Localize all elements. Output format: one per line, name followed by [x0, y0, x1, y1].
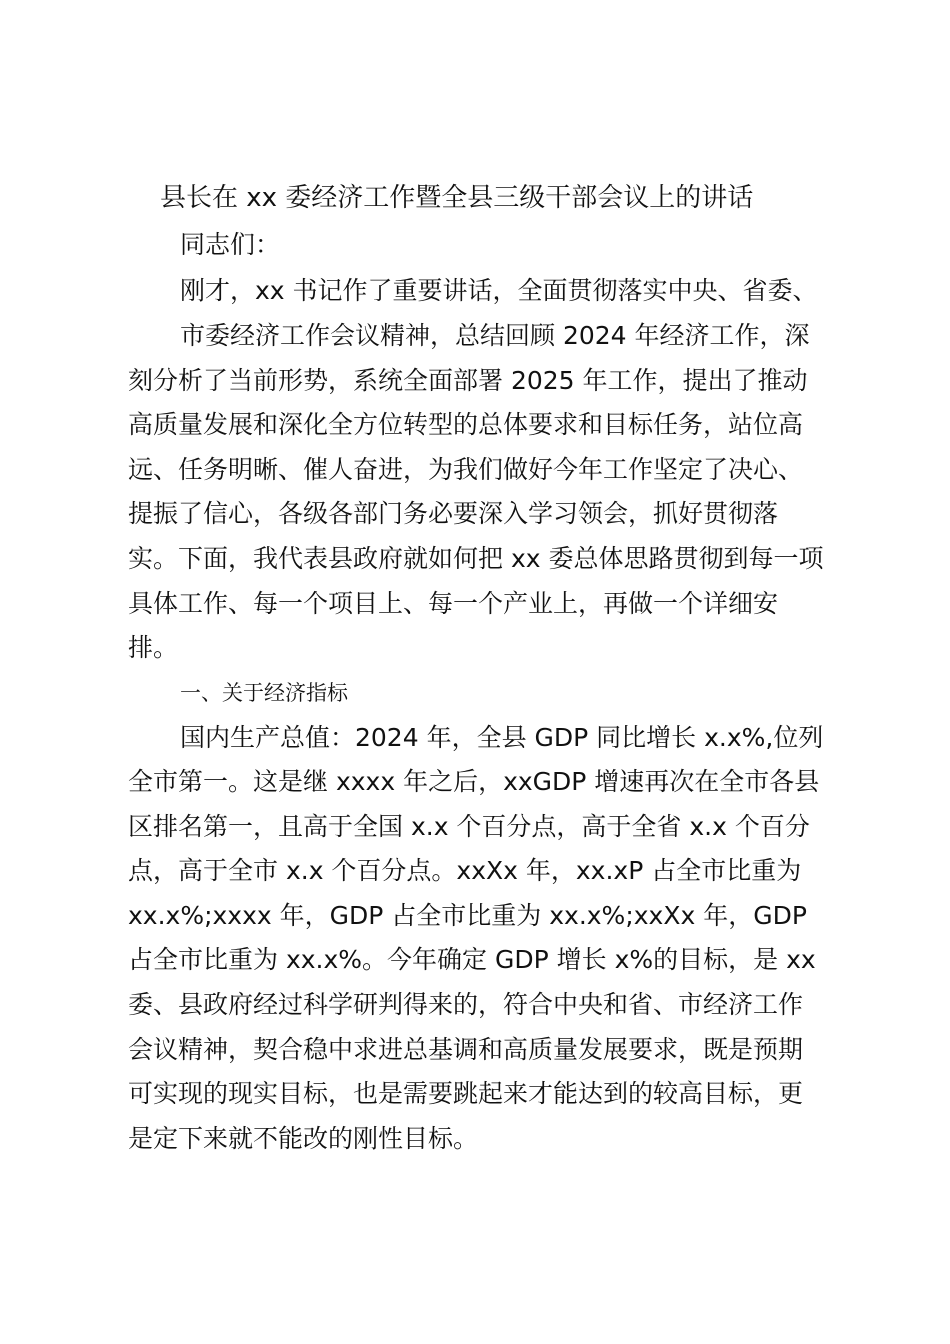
paragraph-line: 可实现的现实目标，也是需要跳起来才能达到的较高目标，更 — [128, 1079, 804, 1108]
paragraph-line: 提振了信心，各级各部门务必要深入学习领会，抓好贯彻落 — [128, 499, 779, 528]
paragraph-line: 远、任务明晰、催人奋进，为我们做好今年工作坚定了决心、 — [128, 455, 804, 484]
paragraph-line: xx.x%;xxxx 年，GDP 占全市比重为 xx.x%;xxXx 年，GDP — [128, 901, 807, 930]
paragraph-line: 会议精神，契合稳中求进总基调和高质量发展要求，既是预期 — [128, 1035, 804, 1064]
paragraph-line: 区排名第一，且高于全国 x.x 个百分点，高于全省 x.x 个百分 — [128, 812, 810, 841]
paragraph-line: 刚才，xx 书记作了重要讲话，全面贯彻落实中央、省委、 — [180, 276, 818, 305]
paragraph-line: 占全市比重为 xx.x%。今年确定 GDP 增长 x%的目标，是 xx — [128, 945, 816, 974]
paragraph-line: 是定下来就不能改的刚性目标。 — [128, 1124, 479, 1153]
paragraph-line: 市委经济工作会议精神，总结回顾 2024 年经济工作，深 — [180, 321, 810, 350]
paragraph-line: 高质量发展和深化全方位转型的总体要求和目标任务，站位高 — [128, 410, 804, 439]
salutation: 同志们： — [180, 230, 281, 259]
paragraph-line: 点，高于全市 x.x 个百分点。xxXx 年，xx.xP 占全市比重为 — [128, 856, 802, 885]
paragraph-line: 实。下面，我代表县政府就如何把 xx 委总体思路贯彻到每一项 — [128, 544, 824, 573]
paragraph-line: 全市第一。这是继 xxxx 年之后，xxGDP 增速再次在全市各县 — [128, 767, 820, 796]
document-title: 县长在 xx 委经济工作暨全县三级干部会议上的讲话 — [160, 183, 754, 213]
paragraph-line: 刻分析了当前形势，系统全面部署 2025 年工作，提出了推动 — [128, 366, 808, 395]
paragraph-line: 国内生产总值：2024 年，全县 GDP 同比增长 x.x%,位列 — [180, 723, 824, 752]
section-heading: 一、关于经济指标 — [180, 681, 348, 705]
paragraph-line: 排。 — [128, 633, 179, 662]
paragraph-line: 委、县政府经过科学研判得来的，符合中央和省、市经济工作 — [128, 990, 804, 1019]
paragraph-line: 具体工作、每一个项目上、每一个产业上，再做一个详细安 — [128, 589, 779, 618]
